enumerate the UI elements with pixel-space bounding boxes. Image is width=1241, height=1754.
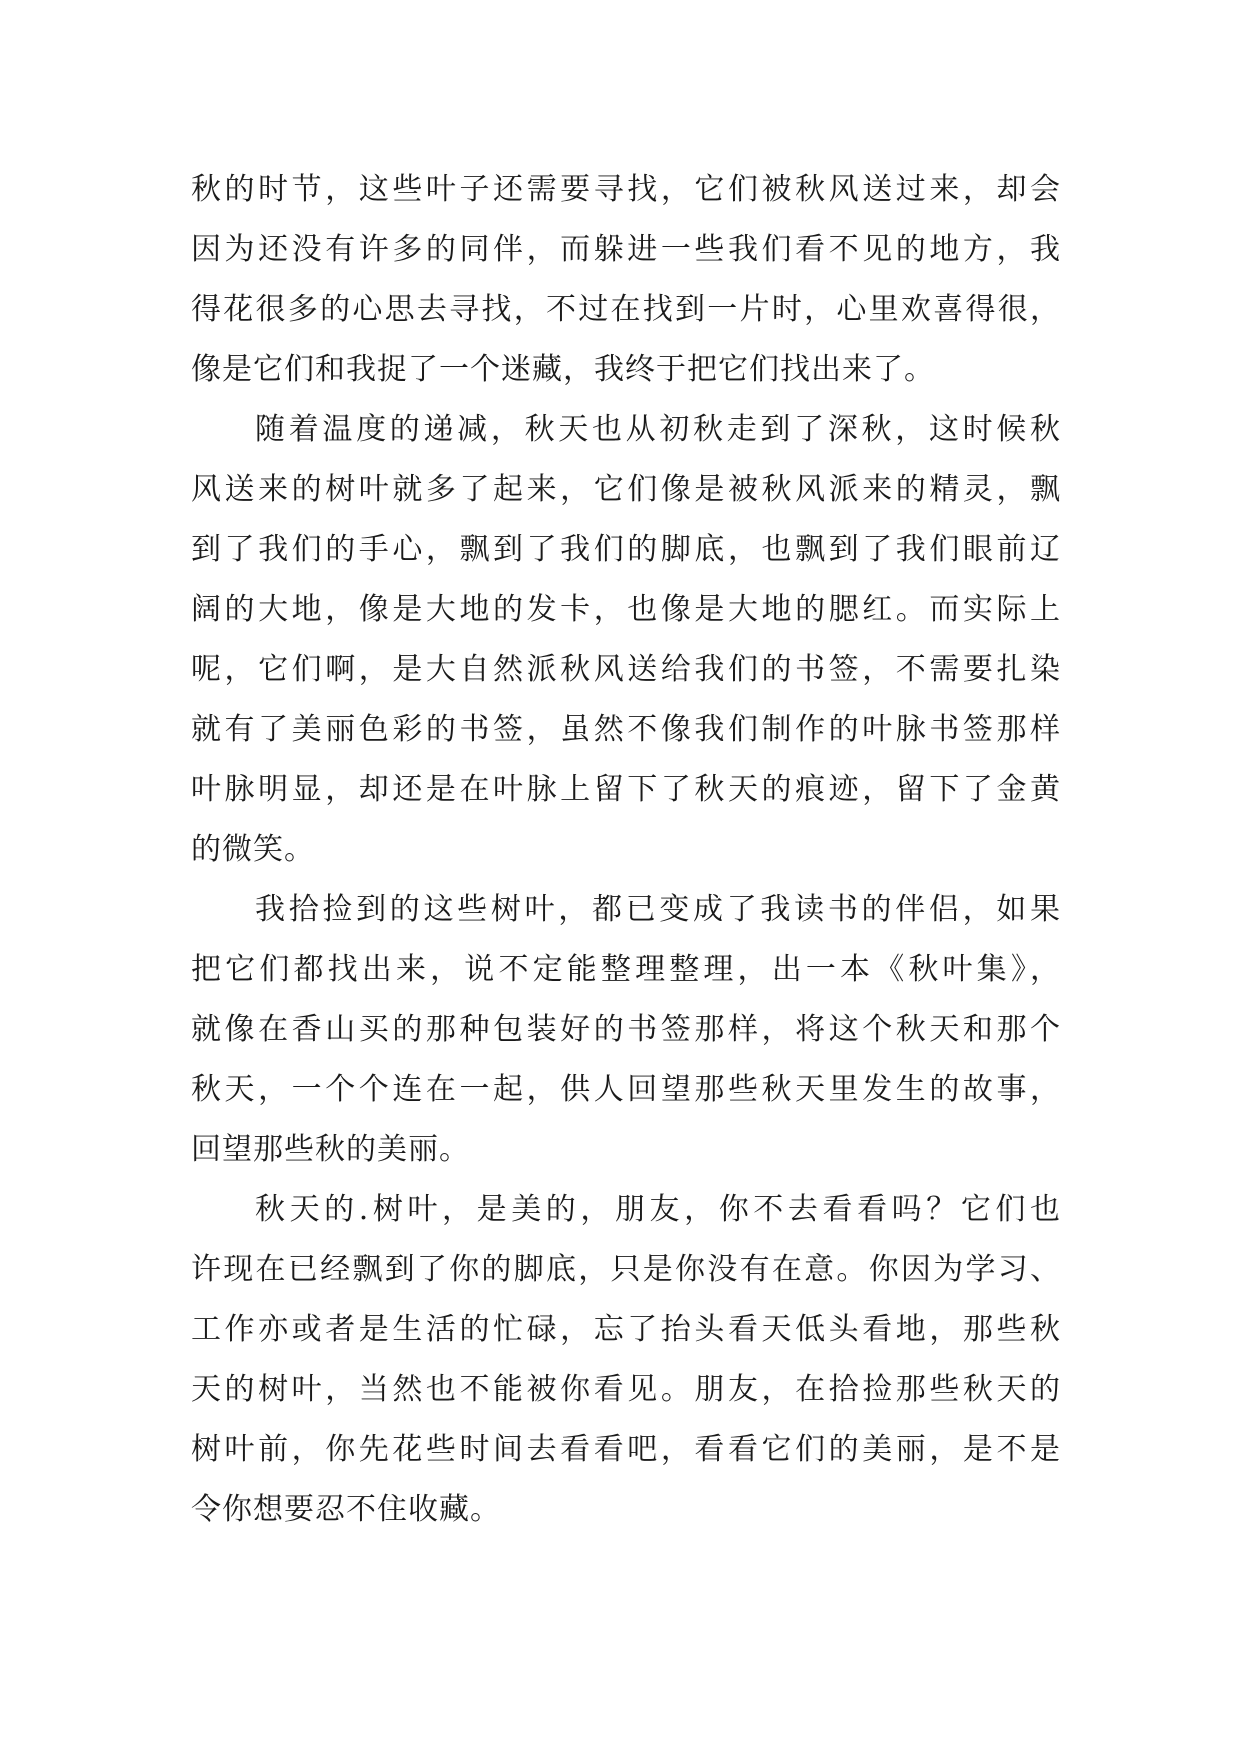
text-line: 得花很多的心思去寻找，不过在找到一片时，心里欢喜得很，	[191, 292, 1061, 327]
text-line: 工作亦或者是生活的忙碌，忘了抬头看天低头看地，那些秋	[191, 1312, 1061, 1347]
text-line: 就有了美丽色彩的书签，虽然不像我们制作的叶脉书签那样	[191, 712, 1061, 747]
text-line: 随着温度的递减，秋天也从初秋走到了深秋，这时候秋	[255, 412, 1061, 447]
text-line: 风送来的树叶就多了起来，它们像是被秋风派来的精灵，飘	[191, 472, 1061, 507]
text-line: 因为还没有许多的同伴，而躲进一些我们看不见的地方，我	[191, 232, 1061, 267]
text-line: 把它们都找出来，说不定能整理整理，出一本《秋叶集》，	[191, 952, 1061, 987]
text-line: 就像在香山买的那种包装好的书签那样，将这个秋天和那个	[191, 1012, 1061, 1047]
document-body	[191, 160, 1061, 1540]
text-line: 回望那些秋的美丽。	[191, 1132, 470, 1167]
text-line: 许现在已经飘到了你的脚底，只是你没有在意。你因为学习、	[191, 1252, 1061, 1287]
text-line: 秋天，一个个连在一起，供人回望那些秋天里发生的故事，	[191, 1072, 1061, 1107]
text-line: 令你想要忍不住收藏。	[191, 1492, 501, 1527]
text-line: 我拾捡到的这些树叶，都已变成了我读书的伴侣，如果	[255, 892, 1061, 927]
text-line: 的微笑。	[191, 832, 315, 867]
text-line: 像是它们和我捉了一个迷藏，我终于把它们找出来了。	[191, 352, 935, 387]
text-line: 树叶前，你先花些时间去看看吧，看看它们的美丽，是不是	[191, 1432, 1061, 1467]
text-line: 呢，它们啊，是大自然派秋风送给我们的书签，不需要扎染	[191, 652, 1061, 687]
text-line: 阔的大地，像是大地的发卡，也像是大地的腮红。而实际上	[191, 592, 1061, 627]
text-line: 秋的时节，这些叶子还需要寻找，它们被秋风送过来，却会	[191, 172, 1061, 207]
text-line: 到了我们的手心，飘到了我们的脚底，也飘到了我们眼前辽	[191, 532, 1061, 567]
text-line: 叶脉明显，却还是在叶脉上留下了秋天的痕迹，留下了金黄	[191, 772, 1061, 807]
text-line: 天的树叶，当然也不能被你看见。朋友，在拾捡那些秋天的	[191, 1372, 1061, 1407]
text-line: 秋天的.树叶，是美的，朋友，你不去看看吗？它们也	[255, 1192, 1061, 1227]
